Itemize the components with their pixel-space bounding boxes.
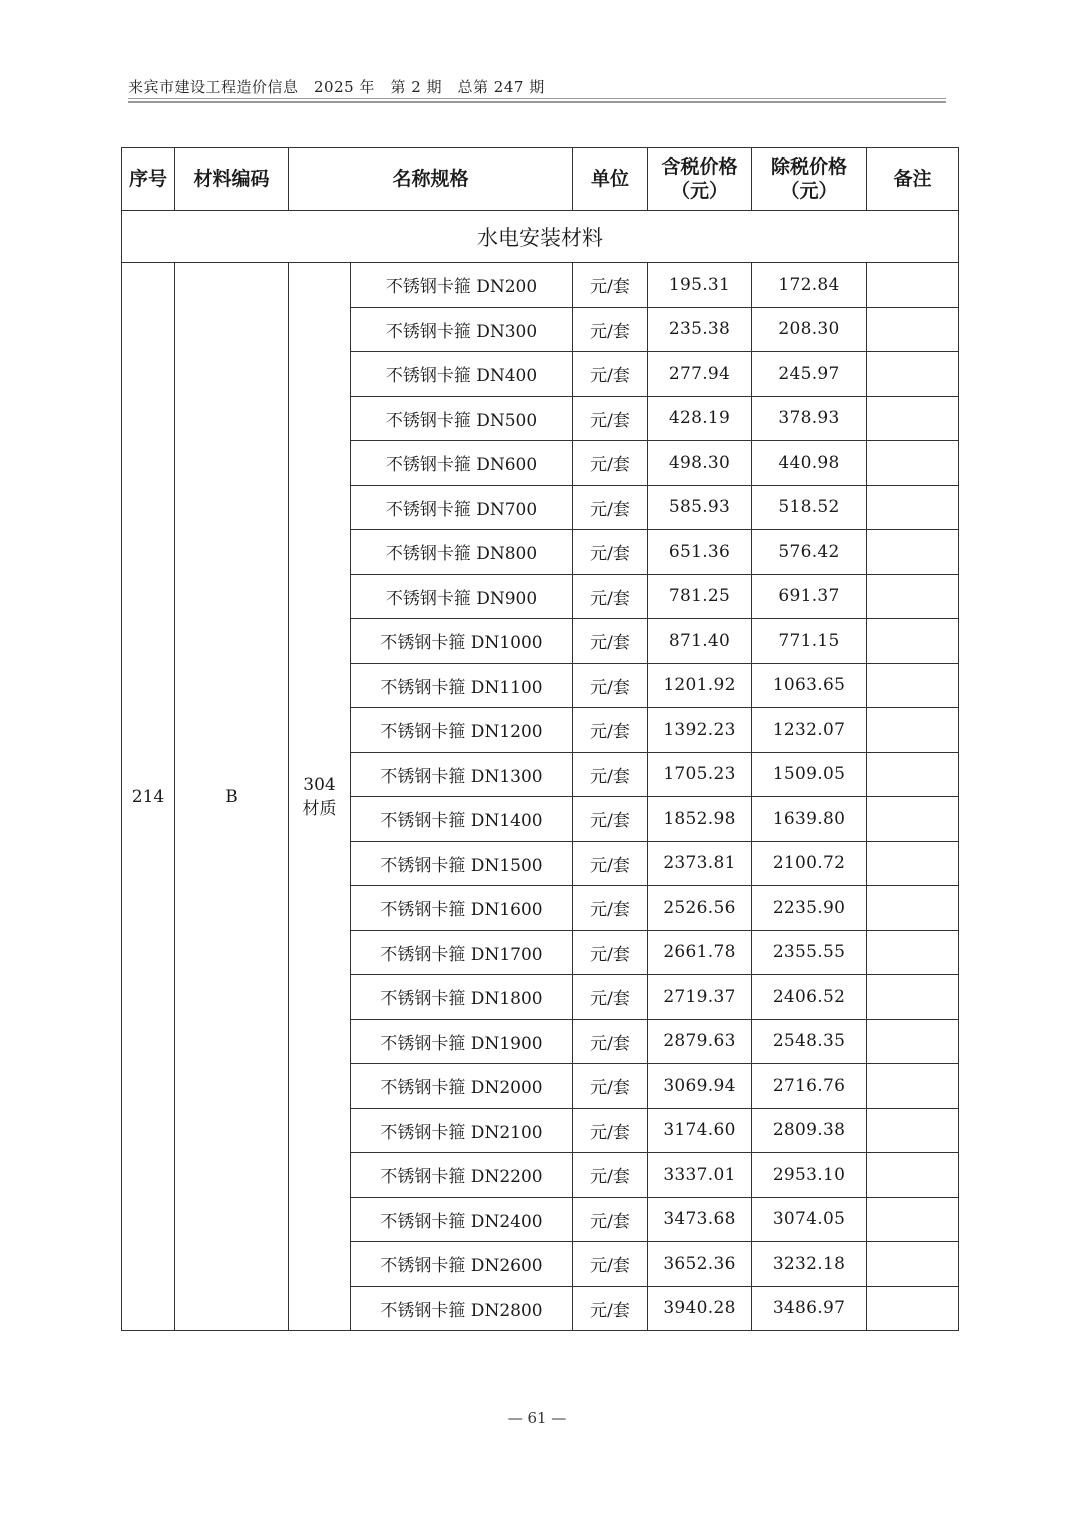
item-price-notax: 576.42 [752, 530, 867, 575]
item-unit: 元/套 [573, 975, 648, 1020]
item-price-tax: 235.38 [648, 307, 752, 352]
item-name: 不锈钢卡箍 DN2400 [351, 1197, 573, 1242]
item-price-tax: 1705.23 [648, 752, 752, 797]
item-price-notax: 691.37 [752, 574, 867, 619]
item-name: 不锈钢卡箍 DN2800 [351, 1286, 573, 1331]
item-price-notax: 1063.65 [752, 663, 867, 708]
item-unit: 元/套 [573, 1064, 648, 1109]
item-unit: 元/套 [573, 396, 648, 441]
item-price-tax: 585.93 [648, 485, 752, 530]
item-name: 不锈钢卡箍 DN1700 [351, 930, 573, 975]
item-remark [867, 1197, 959, 1242]
group-code: B [175, 263, 289, 1331]
item-price-tax: 3652.36 [648, 1242, 752, 1287]
item-remark [867, 930, 959, 975]
item-price-notax: 2355.55 [752, 930, 867, 975]
col-header-price-tax-line1: 含税价格 [661, 156, 738, 178]
item-name: 不锈钢卡箍 DN1300 [351, 752, 573, 797]
item-name: 不锈钢卡箍 DN700 [351, 485, 573, 530]
item-price-tax: 2879.63 [648, 1019, 752, 1064]
item-price-tax: 3473.68 [648, 1197, 752, 1242]
header-rule-thick [128, 101, 946, 103]
item-price-tax: 871.40 [648, 619, 752, 664]
item-price-tax: 651.36 [648, 530, 752, 575]
item-price-notax: 378.93 [752, 396, 867, 441]
item-price-notax: 440.98 [752, 441, 867, 486]
col-header-price-tax-line2: （元） [671, 180, 729, 202]
item-unit: 元/套 [573, 352, 648, 397]
item-remark [867, 263, 959, 308]
col-header-price-notax [752, 148, 867, 211]
item-name: 不锈钢卡箍 DN800 [351, 530, 573, 575]
col-header-name: 名称规格 [289, 148, 573, 211]
item-price-tax: 3337.01 [648, 1153, 752, 1198]
item-remark [867, 307, 959, 352]
page-number: — 61 — [507, 1409, 567, 1427]
item-remark [867, 1019, 959, 1064]
item-price-tax: 1852.98 [648, 797, 752, 842]
item-unit: 元/套 [573, 1242, 648, 1287]
table-header-row [122, 148, 959, 211]
item-price-notax: 2235.90 [752, 886, 867, 931]
item-unit: 元/套 [573, 485, 648, 530]
item-remark [867, 485, 959, 530]
item-price-tax: 3174.60 [648, 1108, 752, 1153]
item-price-tax: 2719.37 [648, 975, 752, 1020]
item-price-tax: 781.25 [648, 574, 752, 619]
item-name: 不锈钢卡箍 DN1000 [351, 619, 573, 664]
item-unit: 元/套 [573, 930, 648, 975]
item-unit: 元/套 [573, 797, 648, 842]
item-unit: 元/套 [573, 1108, 648, 1153]
item-remark [867, 1286, 959, 1331]
item-price-notax: 3074.05 [752, 1197, 867, 1242]
item-name: 不锈钢卡箍 DN2100 [351, 1108, 573, 1153]
item-name: 不锈钢卡箍 DN500 [351, 396, 573, 441]
item-name: 不锈钢卡箍 DN400 [351, 352, 573, 397]
item-price-tax: 195.31 [648, 263, 752, 308]
price-table [121, 147, 959, 1331]
item-name: 不锈钢卡箍 DN1400 [351, 797, 573, 842]
header-rule-thin [128, 98, 946, 99]
item-remark [867, 574, 959, 619]
item-unit: 元/套 [573, 1153, 648, 1198]
item-unit: 元/套 [573, 441, 648, 486]
section-title: 水电安装材料 [122, 211, 959, 263]
item-remark [867, 441, 959, 486]
item-price-notax: 771.15 [752, 619, 867, 664]
item-price-notax: 2100.72 [752, 841, 867, 886]
item-unit: 元/套 [573, 1286, 648, 1331]
item-unit: 元/套 [573, 752, 648, 797]
item-unit: 元/套 [573, 886, 648, 931]
col-header-price-tax [648, 148, 752, 211]
item-price-notax: 2716.76 [752, 1064, 867, 1109]
item-name: 不锈钢卡箍 DN2600 [351, 1242, 573, 1287]
item-name: 不锈钢卡箍 DN2200 [351, 1153, 573, 1198]
group-spec-line2: 材质 [302, 798, 337, 819]
item-price-tax: 2373.81 [648, 841, 752, 886]
item-unit: 元/套 [573, 530, 648, 575]
item-name: 不锈钢卡箍 DN900 [351, 574, 573, 619]
item-remark [867, 530, 959, 575]
item-price-notax: 2406.52 [752, 975, 867, 1020]
item-remark [867, 663, 959, 708]
item-price-tax: 428.19 [648, 396, 752, 441]
item-remark [867, 797, 959, 842]
item-remark [867, 1153, 959, 1198]
item-remark [867, 975, 959, 1020]
item-price-tax: 1201.92 [648, 663, 752, 708]
item-remark [867, 708, 959, 753]
item-remark [867, 619, 959, 664]
item-name: 不锈钢卡箍 DN200 [351, 263, 573, 308]
item-price-notax: 3232.18 [752, 1242, 867, 1287]
item-unit: 元/套 [573, 263, 648, 308]
col-header-price-notax-line2: （元） [780, 180, 838, 202]
item-unit: 元/套 [573, 1019, 648, 1064]
item-price-notax: 1232.07 [752, 708, 867, 753]
item-remark [867, 752, 959, 797]
item-remark [867, 1064, 959, 1109]
item-unit: 元/套 [573, 619, 648, 664]
item-remark [867, 352, 959, 397]
section-row [122, 211, 959, 263]
item-price-notax: 3486.97 [752, 1286, 867, 1331]
item-remark [867, 396, 959, 441]
item-price-tax: 2526.56 [648, 886, 752, 931]
item-price-tax: 2661.78 [648, 930, 752, 975]
item-unit: 元/套 [573, 574, 648, 619]
item-remark [867, 886, 959, 931]
item-name: 不锈钢卡箍 DN1100 [351, 663, 573, 708]
group-spec [289, 263, 351, 1331]
table-row [122, 263, 959, 308]
item-name: 不锈钢卡箍 DN1600 [351, 886, 573, 931]
item-name: 不锈钢卡箍 DN300 [351, 307, 573, 352]
item-remark [867, 1242, 959, 1287]
item-unit: 元/套 [573, 1197, 648, 1242]
item-remark [867, 1108, 959, 1153]
col-header-price-notax-line1: 除税价格 [771, 156, 848, 178]
item-unit: 元/套 [573, 708, 648, 753]
item-price-tax: 277.94 [648, 352, 752, 397]
item-price-tax: 498.30 [648, 441, 752, 486]
item-price-notax: 172.84 [752, 263, 867, 308]
item-price-notax: 1639.80 [752, 797, 867, 842]
item-price-notax: 1509.05 [752, 752, 867, 797]
group-spec-line1: 304 [303, 774, 336, 795]
col-header-remark: 备注 [867, 148, 959, 211]
item-price-notax: 518.52 [752, 485, 867, 530]
item-price-notax: 2953.10 [752, 1153, 867, 1198]
item-name: 不锈钢卡箍 DN1800 [351, 975, 573, 1020]
item-name: 不锈钢卡箍 DN600 [351, 441, 573, 486]
item-price-notax: 2809.38 [752, 1108, 867, 1153]
col-header-seq: 序号 [122, 148, 175, 211]
item-unit: 元/套 [573, 841, 648, 886]
group-seq: 214 [122, 263, 175, 1331]
running-header: 来宾市建设工程造价信息 2025 年 第 2 期 总第 247 期 [128, 78, 545, 96]
item-name: 不锈钢卡箍 DN1200 [351, 708, 573, 753]
item-unit: 元/套 [573, 663, 648, 708]
item-price-notax: 245.97 [752, 352, 867, 397]
item-price-tax: 3069.94 [648, 1064, 752, 1109]
item-name: 不锈钢卡箍 DN1900 [351, 1019, 573, 1064]
item-price-notax: 208.30 [752, 307, 867, 352]
item-name: 不锈钢卡箍 DN2000 [351, 1064, 573, 1109]
item-price-notax: 2548.35 [752, 1019, 867, 1064]
item-price-tax: 3940.28 [648, 1286, 752, 1331]
item-unit: 元/套 [573, 307, 648, 352]
col-header-unit: 单位 [573, 148, 648, 211]
item-remark [867, 841, 959, 886]
col-header-code: 材料编码 [175, 148, 289, 211]
item-name: 不锈钢卡箍 DN1500 [351, 841, 573, 886]
item-price-tax: 1392.23 [648, 708, 752, 753]
